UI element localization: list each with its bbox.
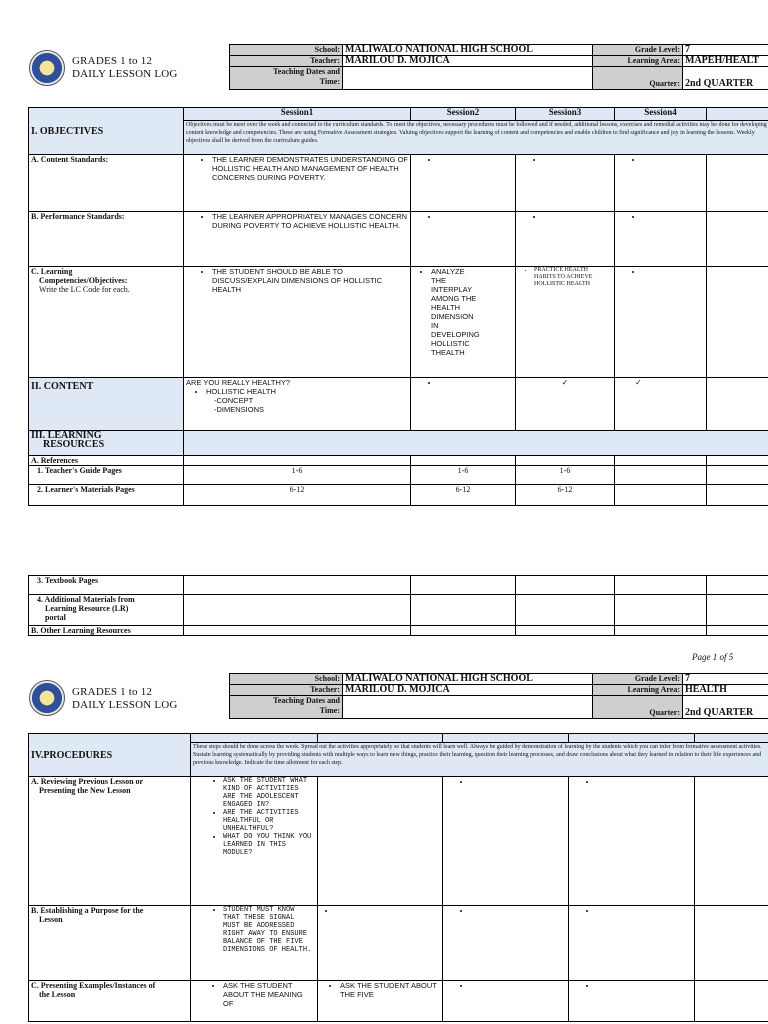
- lc-s3: [516, 267, 615, 378]
- quarter-label: Quarter:: [593, 67, 683, 90]
- textbook-label: 3. Textbook Pages: [29, 576, 184, 595]
- area-value: MAPEH/HEALT: [683, 56, 768, 67]
- examples-s1: [191, 981, 318, 1022]
- resources-label: [29, 431, 184, 456]
- dates-label-line2: Time:: [319, 706, 340, 715]
- examples-s3: [443, 981, 569, 1022]
- bullet: [336, 906, 440, 915]
- reviewing-s1: [191, 777, 318, 906]
- lc-label-line2: Competencies/Objectives:: [39, 276, 128, 285]
- grade-label: Grade Level:: [593, 674, 683, 685]
- purpose-s3: [443, 906, 569, 981]
- examples-s1-item1: • ASK THE STUDENT ABOUT THE MEANING OF: [223, 981, 315, 1008]
- deped-seal-logo: [29, 50, 65, 86]
- reviewing-label-line1: A. Reviewing Previous Lesson or: [31, 777, 144, 786]
- content-s1-line2: -CONCEPT: [214, 396, 254, 405]
- grade-value: 7: [683, 674, 768, 685]
- content-standards-s1: [184, 155, 411, 212]
- examples-s2: [318, 981, 443, 1022]
- purpose-s4: [569, 906, 695, 981]
- content-standards-s5: [707, 155, 768, 212]
- bullet: [471, 777, 566, 786]
- performance-standards-s5: [707, 212, 768, 267]
- form-title-line2: DAILY LESSON LOG: [72, 68, 178, 80]
- examples-s2-item1: • ASK THE STUDENT ABOUT THE FIVE: [340, 981, 440, 999]
- examples-s4: [569, 981, 695, 1022]
- session2-header: Session2: [411, 108, 516, 121]
- school-label: School:: [230, 674, 343, 685]
- objectives-note: Objectives must be meet over the week and connected to the curriculum standards. To meet the objectives, necessary procedures must be followed and if needed, additional lessons, exercises and remedial activities may be done for developing content knowledge and competencies. These are using Formative Assessment strategies. Valuing objectives support the learning of content and competencies and enable children to find significance and joy in learning the lessons. Weekly objectives shall be derived from the curriculum guides.: [184, 121, 768, 155]
- bullet: [471, 981, 566, 990]
- bullet: [439, 212, 513, 221]
- performance-standards-s2: [411, 212, 516, 267]
- lesson-table-1: [28, 107, 768, 506]
- purpose-s2: [318, 906, 443, 981]
- procedures-label: IV.PROCEDURES: [29, 734, 191, 777]
- reviewing-s4: [569, 777, 695, 906]
- bullet: [597, 777, 692, 786]
- dates-label: [230, 696, 343, 719]
- session1-header: Session1: [184, 108, 411, 121]
- content-s1-line1: ARE YOU REALLY HEALTHY?: [186, 378, 291, 387]
- content-s1: [184, 378, 411, 431]
- performance-standards-s1-text: • THE LEARNER APPROPRIATELY MANAGES CONCERN DURING POVERTY TO ACHIEVE HOLLISTIC HEALTH.: [212, 212, 408, 230]
- lc-s3-text: • PRACTICE HEALTH HABITS TO ACHIEVE HOLLISTIC HEALTH: [534, 267, 594, 288]
- reviewing-s1-item2: • ARE THE ACTIVITIES HEALTHFUL OR UNHEALTHFUL?: [223, 809, 315, 833]
- reviewing-s1-item1: • ASK THE STUDENT WHAT KIND OF ACTIVITIES ARE THE ADOLESCENT ENGAGED IN?: [223, 777, 315, 809]
- content-standards-s2: [411, 155, 516, 212]
- grade-label: Grade Level:: [593, 45, 683, 56]
- procedures-table: [28, 733, 768, 1022]
- dates-label-line2: Time:: [319, 77, 340, 86]
- lm-s2: 6-12: [411, 485, 516, 506]
- session4-header: Session4: [615, 108, 707, 121]
- content-standards-label: A. Content Standards:: [29, 155, 184, 212]
- grade-value: 7: [683, 45, 768, 56]
- am-line2: Learning Resource (LR): [45, 604, 129, 613]
- bullet: [471, 906, 566, 915]
- session5-header: [707, 108, 768, 121]
- tg-s2: 1-6: [411, 466, 516, 485]
- content-label: II. CONTENT: [29, 378, 184, 431]
- examples-label-line2: the Lesson: [39, 990, 76, 999]
- dates-label-line1: Teaching Dates and: [273, 696, 340, 705]
- performance-standards-s1: [184, 212, 411, 267]
- dates-label: [230, 67, 343, 90]
- lc-s2: [411, 267, 516, 378]
- performance-standards-s4: [615, 212, 707, 267]
- bullet: [643, 155, 704, 164]
- bullet: [544, 212, 612, 221]
- tg-s1: 1-6: [184, 466, 411, 485]
- examples-label-line1: C. Presenting Examples/Instances of: [31, 981, 156, 990]
- resources-band: [184, 431, 768, 456]
- lm-s3: 6-12: [516, 485, 615, 506]
- learners-materials-label: 2. Learner's Materials Pages: [29, 485, 184, 506]
- bullet: [544, 155, 612, 164]
- objectives-label: I. OBJECTIVES: [29, 108, 184, 155]
- bullet: [643, 267, 704, 276]
- lc-s1: [184, 267, 411, 378]
- content-standards-s3: [516, 155, 615, 212]
- purpose-s1-item1: • STUDENT MUST KNOW THAT THESE SIGNAL MUST BE ADDRESSED RIGHT AWAY TO ENSURE BALANCE OF THE FIVE DIMENSIONS OF HEALTH.: [223, 906, 315, 954]
- reviewing-label-line2: Presenting the New Lesson: [39, 786, 131, 795]
- content-s5: [707, 378, 768, 431]
- lc-label-line3: Write the LC Code for each.: [39, 285, 130, 294]
- header-table: [229, 44, 768, 90]
- lc-s2-text: • ANALYZE THE INTERPLAY AMONG THE HEALTH DIMENSION IN DEVELOPING HOLLISTIC THEALTH: [431, 267, 481, 357]
- resources-label-line1: III. LEARNING: [31, 430, 102, 441]
- quarter-value: 2nd QUARTER: [683, 67, 768, 90]
- form-title: [72, 55, 178, 81]
- dates-value: [343, 696, 593, 719]
- lc-s5: [707, 267, 768, 378]
- session3-header: Session3: [516, 108, 615, 121]
- reviewing-label: [29, 777, 191, 906]
- lesson-table-2: [28, 575, 768, 636]
- form-title-line1: GRADES 1 to 12: [72, 55, 153, 67]
- check-icon: ✓: [561, 378, 569, 387]
- check-icon: ✓: [635, 378, 642, 387]
- teacher-value: MARILOU D. MOJICA: [343, 56, 593, 67]
- content-s1-bullet: • HOLLISTIC HEALTH: [206, 387, 408, 396]
- content-s4: [615, 378, 707, 431]
- performance-standards-label: B. Performance Standards:: [29, 212, 184, 267]
- content-s2: [411, 378, 516, 431]
- procedures-note: These steps should be done across the week. Spread out the activities appropriately so that students will learn well. Always be guided by demonstration of learning by the students which you can infer from formative assessment activities. Sustain learning systematically by providing students with multiple ways to learn new things, practice their learning, question their learning processes, and draw conclusions about what they learned in relation to their life experiences and previous knowledge. Indicate the time allotment for each step.: [191, 743, 768, 777]
- lm-s1: 6-12: [184, 485, 411, 506]
- purpose-s1: [191, 906, 318, 981]
- additional-materials-label: [29, 595, 184, 626]
- content-s1-line3: -DIMENSIONS: [214, 405, 265, 414]
- content-standards-s4: [615, 155, 707, 212]
- dates-label-line1: Teaching Dates and: [273, 67, 340, 76]
- other-resources-label: B. Other Learning Resources: [29, 626, 184, 636]
- dates-value: [343, 67, 593, 90]
- bullet: [439, 378, 513, 387]
- area-label: Learning Area:: [593, 685, 683, 696]
- bullet: [597, 906, 692, 915]
- reviewing-s3: [443, 777, 569, 906]
- form-title-2: [72, 686, 178, 712]
- references-label: A. References: [29, 456, 184, 466]
- examples-label: [29, 981, 191, 1022]
- bullet: [439, 155, 513, 164]
- content-s3: [516, 378, 615, 431]
- school-label: School:: [230, 45, 343, 56]
- bullet: [597, 981, 692, 990]
- reviewing-s1-item3: • WHAT DO YOU THINK YOU LEARNED IN THIS MODULE?: [223, 833, 315, 857]
- content-standards-s1-text: • THE LEARNER DEMONSTRATES UNDERSTANDING OF HOLLISTIC HEALTH AND MANAGEMENT OF HEALTH CONCERNS DURING POVERTY.: [212, 155, 408, 182]
- am-line3: portal: [45, 613, 66, 622]
- quarter-label: Quarter:: [593, 696, 683, 719]
- teacher-label: Teacher:: [230, 56, 343, 67]
- performance-standards-s3: [516, 212, 615, 267]
- school-value: MALIWALO NATIONAL HIGH SCHOOL: [343, 45, 593, 56]
- tg-s3: 1-6: [516, 466, 615, 485]
- area-label: Learning Area:: [593, 56, 683, 67]
- learning-competencies-label: [29, 267, 184, 378]
- purpose-label: [29, 906, 191, 981]
- purpose-label-line2: Lesson: [39, 915, 63, 924]
- resources-label-line2: RESOURCES: [43, 439, 105, 450]
- bullet: [643, 212, 704, 221]
- purpose-label-line1: B. Establishing a Purpose for the: [31, 906, 144, 915]
- lc-s4: [615, 267, 707, 378]
- deped-seal-logo: [29, 680, 65, 716]
- am-line1: 4. Additional Materials from: [37, 595, 135, 604]
- quarter-value: 2nd QUARTER: [683, 696, 768, 719]
- form-title-line2: DAILY LESSON LOG: [72, 699, 178, 711]
- page-number: Page 1 of 5: [692, 652, 734, 662]
- form-title-line1: GRADES 1 to 12: [72, 686, 153, 698]
- lc-s1-text: • THE STUDENT SHOULD BE ABLE TO DISCUSS/EXPLAIN DIMENSIONS OF HOLLISTIC HEALTH: [212, 267, 408, 294]
- header-table-2: [229, 673, 768, 719]
- teacher-value: MARILOU D. MOJICA: [343, 685, 593, 696]
- area-value-2: HEALTH: [683, 685, 768, 696]
- school-value: MALIWALO NATIONAL HIGH SCHOOL: [343, 674, 593, 685]
- teachers-guide-label: 1. Teacher's Guide Pages: [29, 466, 184, 485]
- lc-label-line1: C. Learning: [31, 267, 73, 276]
- teacher-label: Teacher:: [230, 685, 343, 696]
